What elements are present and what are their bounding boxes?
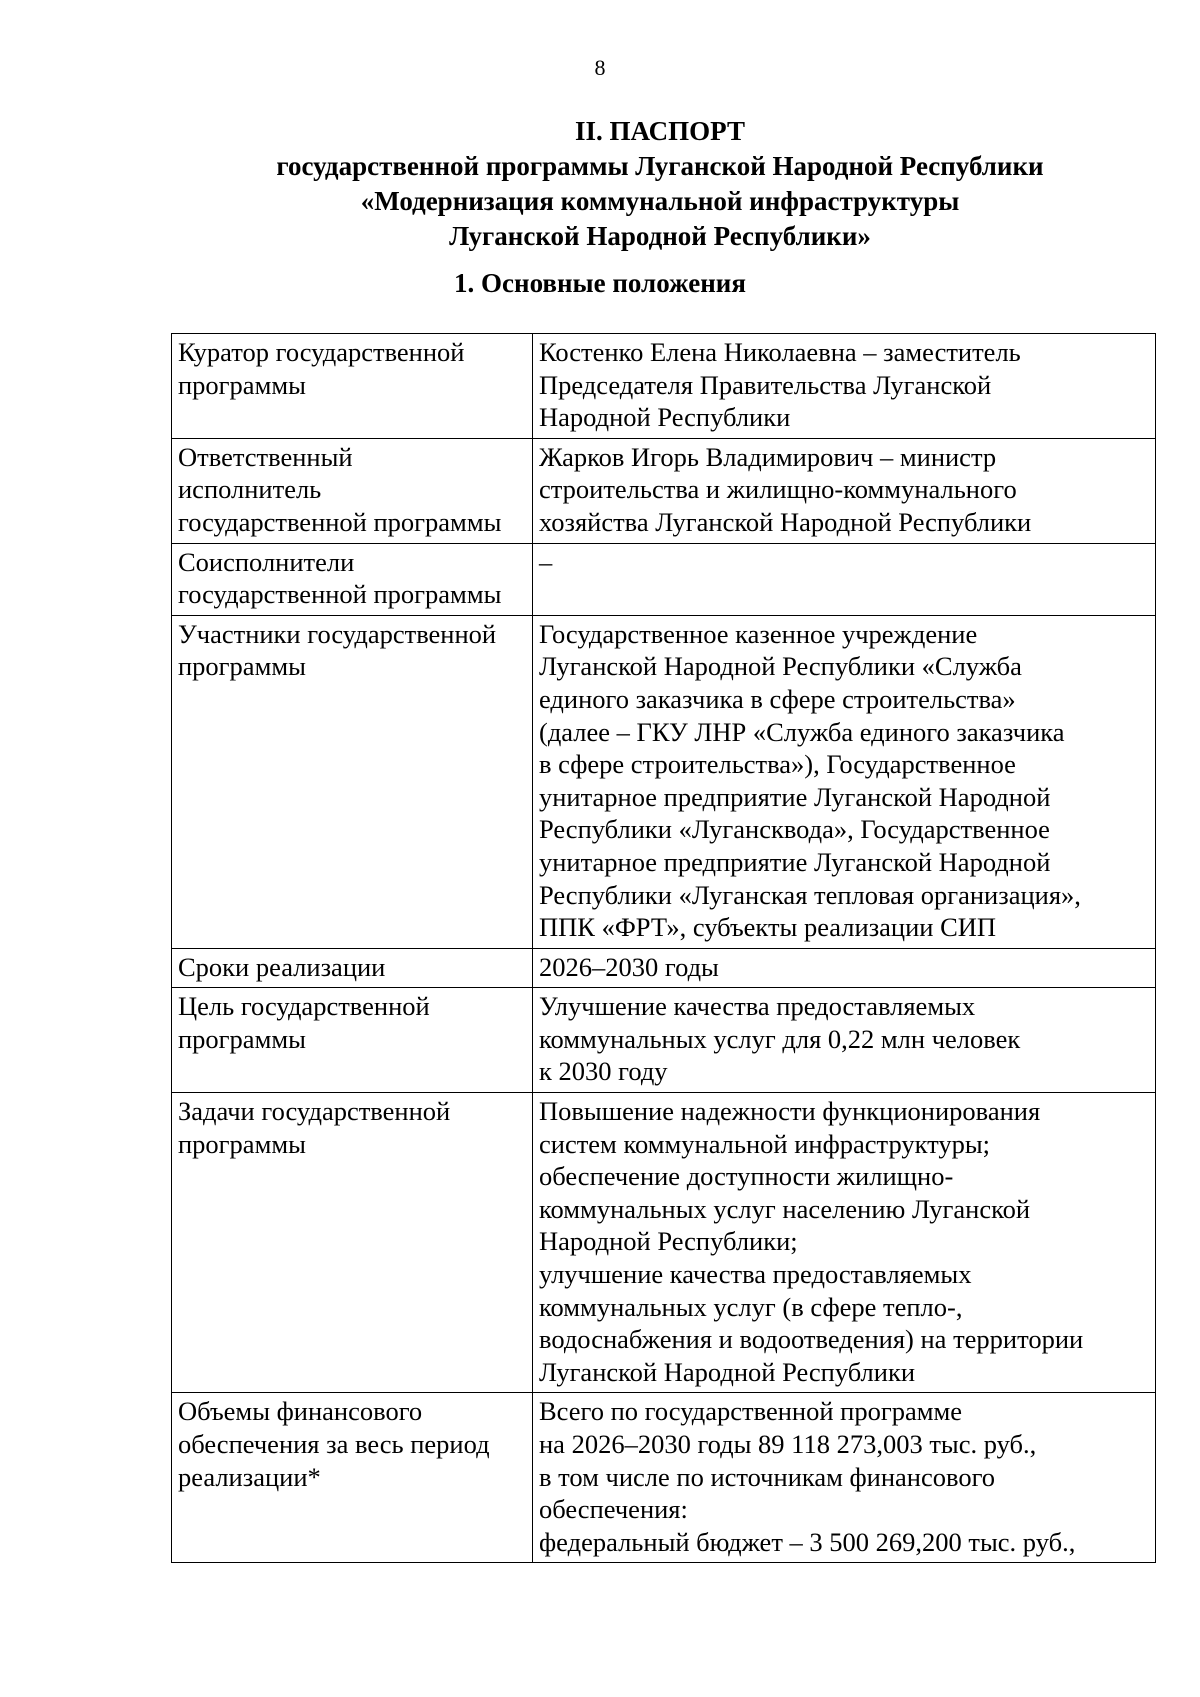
label-line: Задачи государственной: [178, 1096, 451, 1127]
heading-line: Луганской Народной Республики»: [449, 221, 871, 251]
value-line: Улучшение качества предоставляемых: [539, 991, 976, 1022]
row-label-cell: [172, 543, 533, 615]
row-value-cell: [533, 543, 1156, 615]
row-value-cell: [533, 615, 1156, 948]
value-line: (далее – ГКУ ЛНР «Служба единого заказчика: [539, 716, 1065, 747]
page-number: 8: [594, 55, 606, 80]
label-line: Ответственный: [178, 441, 353, 472]
row-label-cell: [172, 438, 533, 543]
label-line: программы: [178, 1128, 306, 1159]
row-label-cell: [172, 988, 533, 1093]
value-line: Повышение надежности функционирования: [539, 1096, 1041, 1127]
value-line: коммунальных услуг населению Луганской: [539, 1193, 1031, 1224]
row-value-cell: [533, 1093, 1156, 1393]
table-row: [172, 1093, 1156, 1393]
label-line: государственной программы: [178, 506, 502, 537]
value-line: на 2026–2030 годы 89 118 273,003 тыс. руб.,: [539, 1429, 1037, 1459]
label-line: программы: [178, 369, 306, 400]
label-line: Объемы финансового: [178, 1396, 423, 1427]
row-value-cell: [533, 948, 1156, 988]
value-line: водоснабжения и водоотведения) на территории: [539, 1324, 1084, 1355]
value-line: унитарное предприятие Луганской Народной: [539, 781, 1051, 812]
value-line: строительства и жилищно-коммунального: [539, 474, 1017, 505]
value-line: унитарное предприятие Луганской Народной: [539, 846, 1051, 877]
value-line: Всего по государственной программе: [539, 1396, 963, 1427]
value-line: Председателя Правительства Луганской: [539, 369, 992, 400]
heading-line: «Модернизация коммунальной инфраструктуры: [360, 186, 960, 216]
value-line: Костенко Елена Николаевна – заместитель: [539, 337, 1021, 367]
table-row: [172, 948, 1156, 988]
heading-line: II. ПАСПОРТ: [574, 116, 745, 146]
passport-table: [171, 333, 1156, 1563]
passport-table-body: [172, 334, 1156, 1563]
value-line: единого заказчика в сфере строительства»: [539, 683, 1016, 714]
value-line: в сфере строительства»), Государственное: [539, 749, 1016, 780]
value-line: обеспечение доступности жилищно-: [539, 1161, 954, 1192]
value-line: обеспечения:: [539, 1494, 688, 1525]
label-line: Цель государственной: [178, 991, 430, 1022]
value-line: Жарков Игорь Владимирович – министр: [539, 441, 997, 472]
value-line: хозяйства Луганской Народной Республики: [539, 506, 1032, 537]
value-line: Республики «Лугансквода», Государственное: [539, 814, 1050, 845]
label-line: Участники государственной: [178, 618, 497, 649]
value-line: к 2030 году: [539, 1056, 668, 1087]
value-line: Народной Республики;: [539, 1226, 798, 1257]
row-label-cell: [172, 1393, 533, 1563]
value-line: Государственное казенное учреждение: [539, 618, 978, 649]
heading-line: государственной программы Луганской Народной Республики: [276, 151, 1044, 181]
label-line: исполнитель: [178, 474, 322, 505]
label-line: Соисполнители: [178, 546, 355, 577]
table-row: [172, 988, 1156, 1093]
value-line: коммунальных услуг (в сфере тепло-,: [539, 1291, 963, 1322]
label-line: Сроки реализации: [178, 951, 386, 982]
value-line: в том числе по источникам финансового: [539, 1461, 996, 1492]
table-row: [172, 543, 1156, 615]
row-label-cell: [172, 334, 533, 439]
value-line: ППК «ФРТ», субъекты реализации СИП: [539, 912, 997, 943]
table-row: [172, 1393, 1156, 1563]
row-label-cell: [172, 1093, 533, 1393]
row-value-cell: [533, 438, 1156, 543]
row-value-cell: [533, 334, 1156, 439]
row-label-cell: [172, 615, 533, 948]
table-row: [172, 615, 1156, 948]
label-line: государственной программы: [178, 579, 502, 610]
label-line: программы: [178, 1023, 306, 1054]
value-line: систем коммунальной инфраструктуры;: [539, 1128, 991, 1159]
value-line: Республики «Луганская тепловая организация»,: [539, 879, 1081, 910]
value-line: –: [539, 546, 553, 577]
label-line: реализации*: [178, 1461, 321, 1492]
value-line: улучшение качества предоставляемых: [539, 1259, 972, 1290]
value-line: Луганской Народной Республики: [539, 1356, 916, 1387]
value-line: 2026–2030 годы: [539, 951, 719, 982]
row-value-cell: [533, 1393, 1156, 1563]
label-line: обеспечения за весь период: [178, 1429, 490, 1459]
value-line: Народной Республики: [539, 402, 791, 433]
value-line: федеральный бюджет – 3 500 269,200 тыс. руб.,: [539, 1526, 1076, 1557]
table-row: [172, 334, 1156, 439]
value-line: Луганской Народной Республики «Служба: [539, 651, 1022, 682]
section-title: 1. Основные положения: [454, 268, 746, 298]
row-value-cell: [533, 988, 1156, 1093]
table-row: [172, 438, 1156, 543]
row-label-cell: [172, 948, 533, 988]
value-line: коммунальных услуг для 0,22 млн человек: [539, 1023, 1021, 1054]
label-line: Куратор государственной: [178, 337, 465, 367]
document-heading: [240, 114, 1080, 254]
label-line: программы: [178, 651, 306, 682]
